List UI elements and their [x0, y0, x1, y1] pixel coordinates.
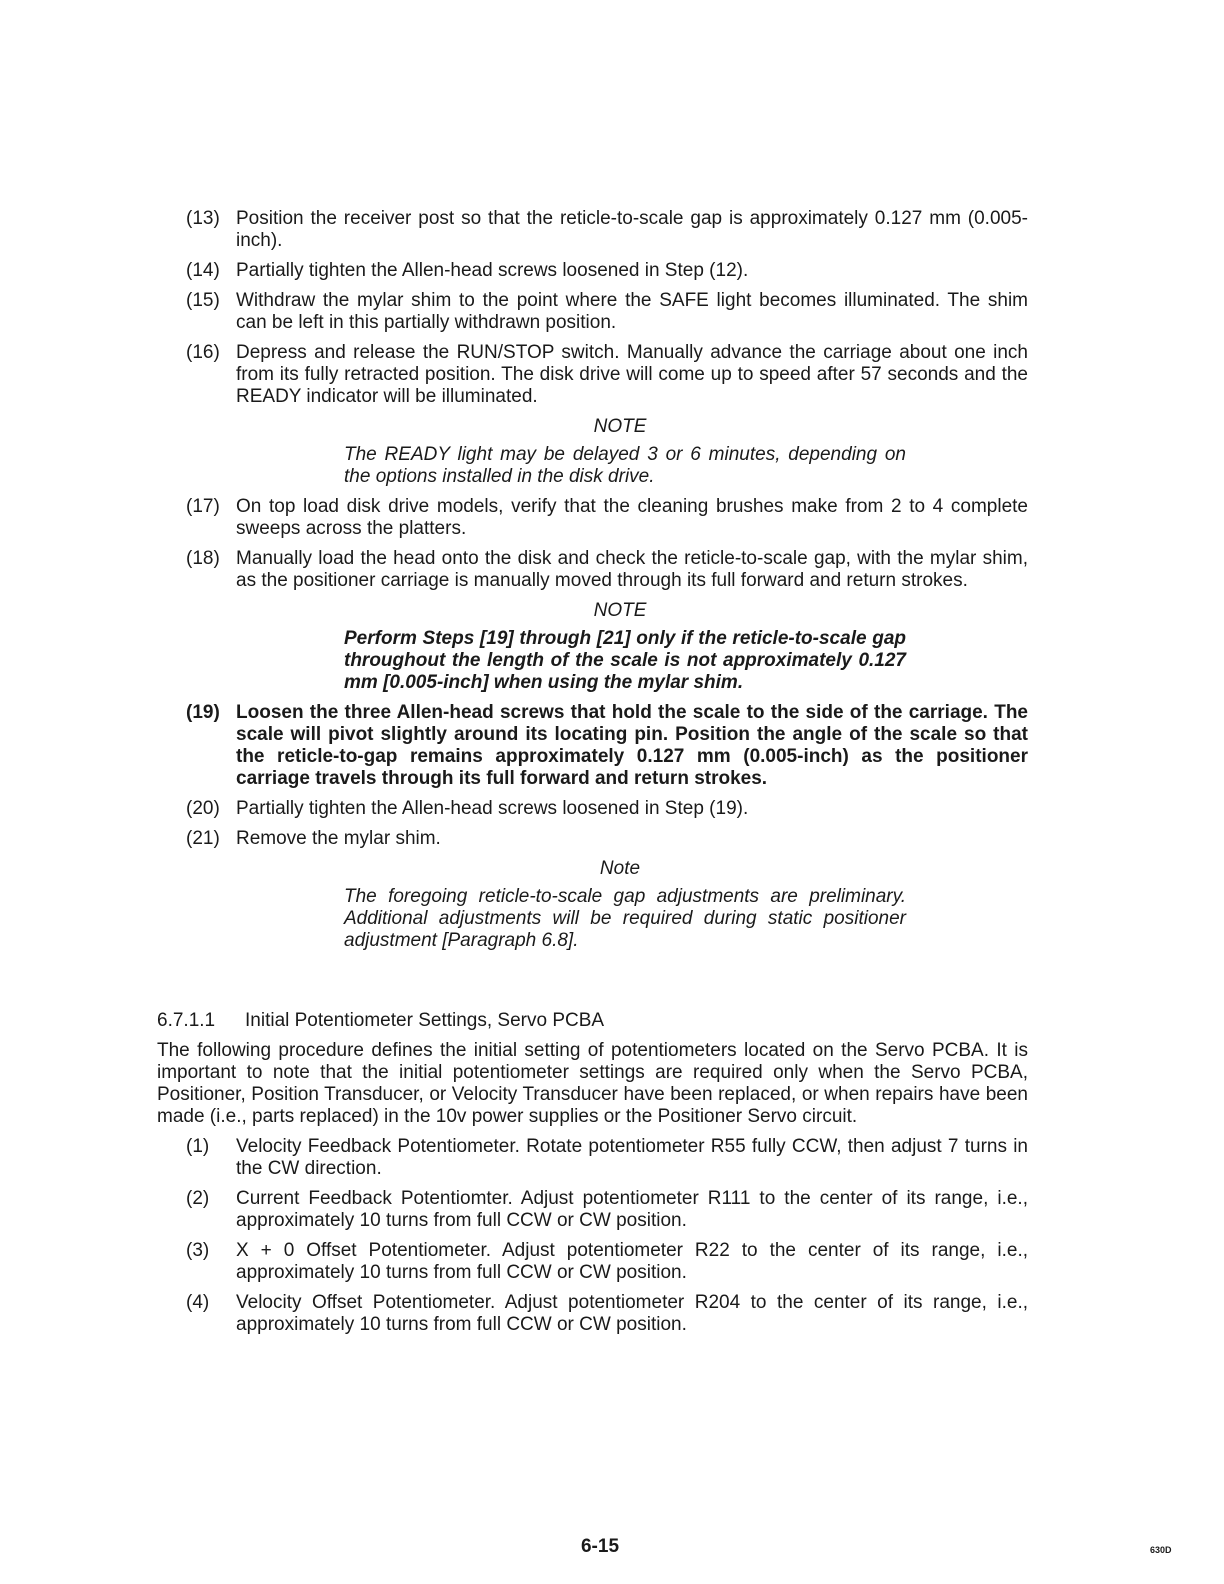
pot-step-3: (3) X + 0 Offset Potentiometer. Adjust potentiometer R22 to the center of its range, i.e., approximately 10 turns from full CCW or CW position.: [186, 1240, 1028, 1283]
step-21: (21) Remove the mylar shim.: [186, 828, 441, 849]
page-number: 6-15: [580, 1536, 620, 1557]
step-18: (18) Manually load the head onto the disk and check the reticle-to-scale gap, with the mylar shim, as the positioner carriage is manually moved through its full forward and return strokes.: [186, 548, 1028, 591]
pot-step-4: (4) Velocity Offset Potentiometer. Adjust potentiometer R204 to the center of its range, i.e., approximately 10 turns from full CCW or CW position.: [186, 1292, 1028, 1335]
note-2-heading: NOTE: [593, 600, 647, 621]
step-20: (20) Partially tighten the Allen-head screws loosened in Step (19).: [186, 798, 749, 819]
pot-step-2: (2) Current Feedback Potentiomter. Adjust potentiometer R111 to the center of its range, i.e., approximately 10 turns from full CCW or CW position.: [186, 1188, 1028, 1231]
note-1-heading: NOTE: [593, 416, 647, 437]
step-14: (14) Partially tighten the Allen-head screws loosened in Step (12).: [186, 260, 749, 281]
section-title: [157, 1010, 1028, 1032]
note-2-text: Perform Steps [19] through [21] only if the reticle-to-scale gap throughout the length of the scale is not approximately 0.127 mm [0.005-inch] when using the mylar shim.: [344, 628, 906, 693]
step-15: (15) Withdraw the mylar shim to the point where the SAFE light becomes illuminated. The shim can be left in this partially withdrawn position.: [186, 290, 1028, 333]
potentiometer-steps: [186, 1136, 1028, 1336]
pot-step-1: (1) Velocity Feedback Potentiometer. Rotate potentiometer R55 fully CCW, then adjust 7 turns in the CW direction.: [186, 1136, 1028, 1179]
section-intro: The following procedure defines the initial setting of potentiometers located on the Servo PCBA. It is important to note that the initial potentiometer settings are required only when the Servo PCBA, Positioner, Position Transducer, or Velocity Transducer have been replaced, or when repairs have been made (i.e., parts replaced) in the 10v power supplies or the Positioner Servo circuit.: [157, 1040, 1028, 1127]
section-6-7-1-1: [157, 1010, 1028, 1344]
document-code: 630D: [1150, 1545, 1172, 1555]
procedure-steps: [186, 208, 1028, 960]
step-13: (13) Position the receiver post so that the reticle-to-scale gap is approximately 0.127 mm (0.005-inch).: [186, 208, 1028, 251]
section-number: 6.7.1.1: [157, 1010, 216, 1031]
note-1-text: The READY light may be delayed 3 or 6 minutes, depending on the options installed in the disk drive.: [344, 444, 906, 487]
step-19: (19) Loosen the three Allen-head screws that hold the scale to the side of the carriage. The scale will pivot slightly around its locating pin. Position the angle of the scale so that the reticle-to-gap remains approximately 0.127 mm (0.005-inch) as the positioner carriage travels through its full forward and return strokes.: [186, 702, 1028, 789]
note-3-text: The foregoing reticle-to-scale gap adjustments are preliminary. Additional adjustments will be required during static positioner adjustment [Paragraph 6.8].: [344, 886, 906, 951]
step-16: (16) Depress and release the RUN/STOP switch. Manually advance the carriage about one inch from its fully retracted position. The disk drive will come up to speed after 57 seconds and the READY indicator will be illuminated.: [186, 342, 1028, 407]
note-3-heading: Note: [599, 858, 641, 879]
section-title-text: Initial Potentiometer Settings, Servo PCBA: [245, 1010, 605, 1031]
step-17: (17) On top load disk drive models, verify that the cleaning brushes make from 2 to 4 complete sweeps across the platters.: [186, 496, 1028, 539]
